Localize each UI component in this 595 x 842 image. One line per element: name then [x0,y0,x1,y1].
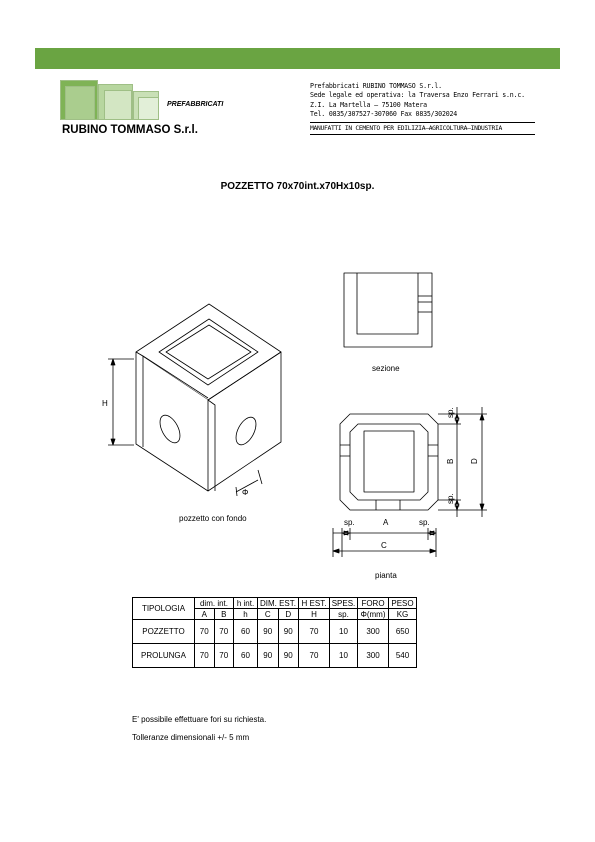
logo-prefabbricati: PREFABBRICATI [167,101,224,108]
col-dim-int: dim. int. [195,598,234,609]
cell-foro: 300 [358,620,389,644]
address-line: Prefabbricati RUBINO TOMMASO S.r.l. [310,82,442,90]
cell-h: 60 [234,644,258,668]
company-name: RUBINO TOMMASO S.r.l. [62,124,198,136]
cell-tipologia: PROLUNGA [133,644,195,668]
table-header-row [133,598,417,609]
plan-d-label: D [470,458,479,464]
iso-phi-label: Φ [242,488,249,497]
company-tagline: MANUFATTI IN CEMENTO PER EDILIZIA—AGRICOLTURA—INDUSTRIA [310,125,503,132]
sub-d: D [278,609,299,620]
cell-c: 90 [258,644,279,668]
iso-h-label: H [102,399,108,408]
sub-hest: H [299,609,330,620]
table-row [133,644,417,668]
col-tipologia: TIPOLOGIA [133,598,195,620]
section-caption: sezione [372,364,400,373]
cell-foro: 300 [358,644,389,668]
cell-sp: 10 [330,644,358,668]
col-h-int: h int. [234,598,258,609]
cell-c: 90 [258,620,279,644]
cell-a: 70 [195,620,215,644]
sub-a: A [195,609,215,620]
spec-table [132,597,417,668]
address-line: Tel. 0835/307527-307060 Fax 0835/302024 [310,110,458,119]
sub-foro: Φ(mm) [358,609,389,620]
plan-a-label: A [383,518,389,527]
cell-hest: 70 [299,644,330,668]
cell-b: 70 [214,644,234,668]
section-drawing [344,273,432,347]
sub-sp: sp. [330,609,358,620]
sub-c: C [258,609,279,620]
cell-tipologia: POZZETTO [133,620,195,644]
cell-d: 90 [278,644,299,668]
col-peso: PESO [389,598,417,609]
cell-peso: 650 [389,620,417,644]
iso-cube [108,304,281,496]
table-row [133,620,417,644]
plan-b-label: B [446,458,455,464]
sub-h: h [234,609,258,620]
cell-d: 90 [278,620,299,644]
plan-drawing [333,407,487,557]
col-foro: FORO [358,598,389,609]
note-tolleranze: Tolleranze dimensionali +/- 5 mm [132,733,250,742]
col-dim-est: DIM. EST. [258,598,299,609]
cell-peso: 540 [389,644,417,668]
col-spes: SPES. [330,598,358,609]
cell-b: 70 [214,620,234,644]
plan-sp-bottom: sp. [446,493,455,504]
plan-sp-right: sp. [419,518,430,527]
note-fori: E' possibile effettuare fori su richiesta. [132,715,267,724]
plan-sp-top: sp. [446,407,455,418]
plan-c-label: C [381,541,387,550]
cell-h: 60 [234,620,258,644]
cell-a: 70 [195,644,215,668]
cell-sp: 10 [330,620,358,644]
sub-b: B [214,609,234,620]
plan-sp-left: sp. [344,518,355,527]
sub-kg: KG [389,609,417,620]
plan-caption: pianta [375,571,397,580]
cell-hest: 70 [299,620,330,644]
address-line: Z.I. La Martella — 75100 Matera [310,100,427,109]
address-line: Sede legale ed operativa: la Traversa Enzo Ferrari s.n.c. [310,91,525,100]
iso-caption: pozzetto con fondo [179,514,247,523]
col-h-est: H EST. [299,598,330,609]
page-title: POZZETTO 70x70int.x70Hx10sp. [220,181,375,192]
